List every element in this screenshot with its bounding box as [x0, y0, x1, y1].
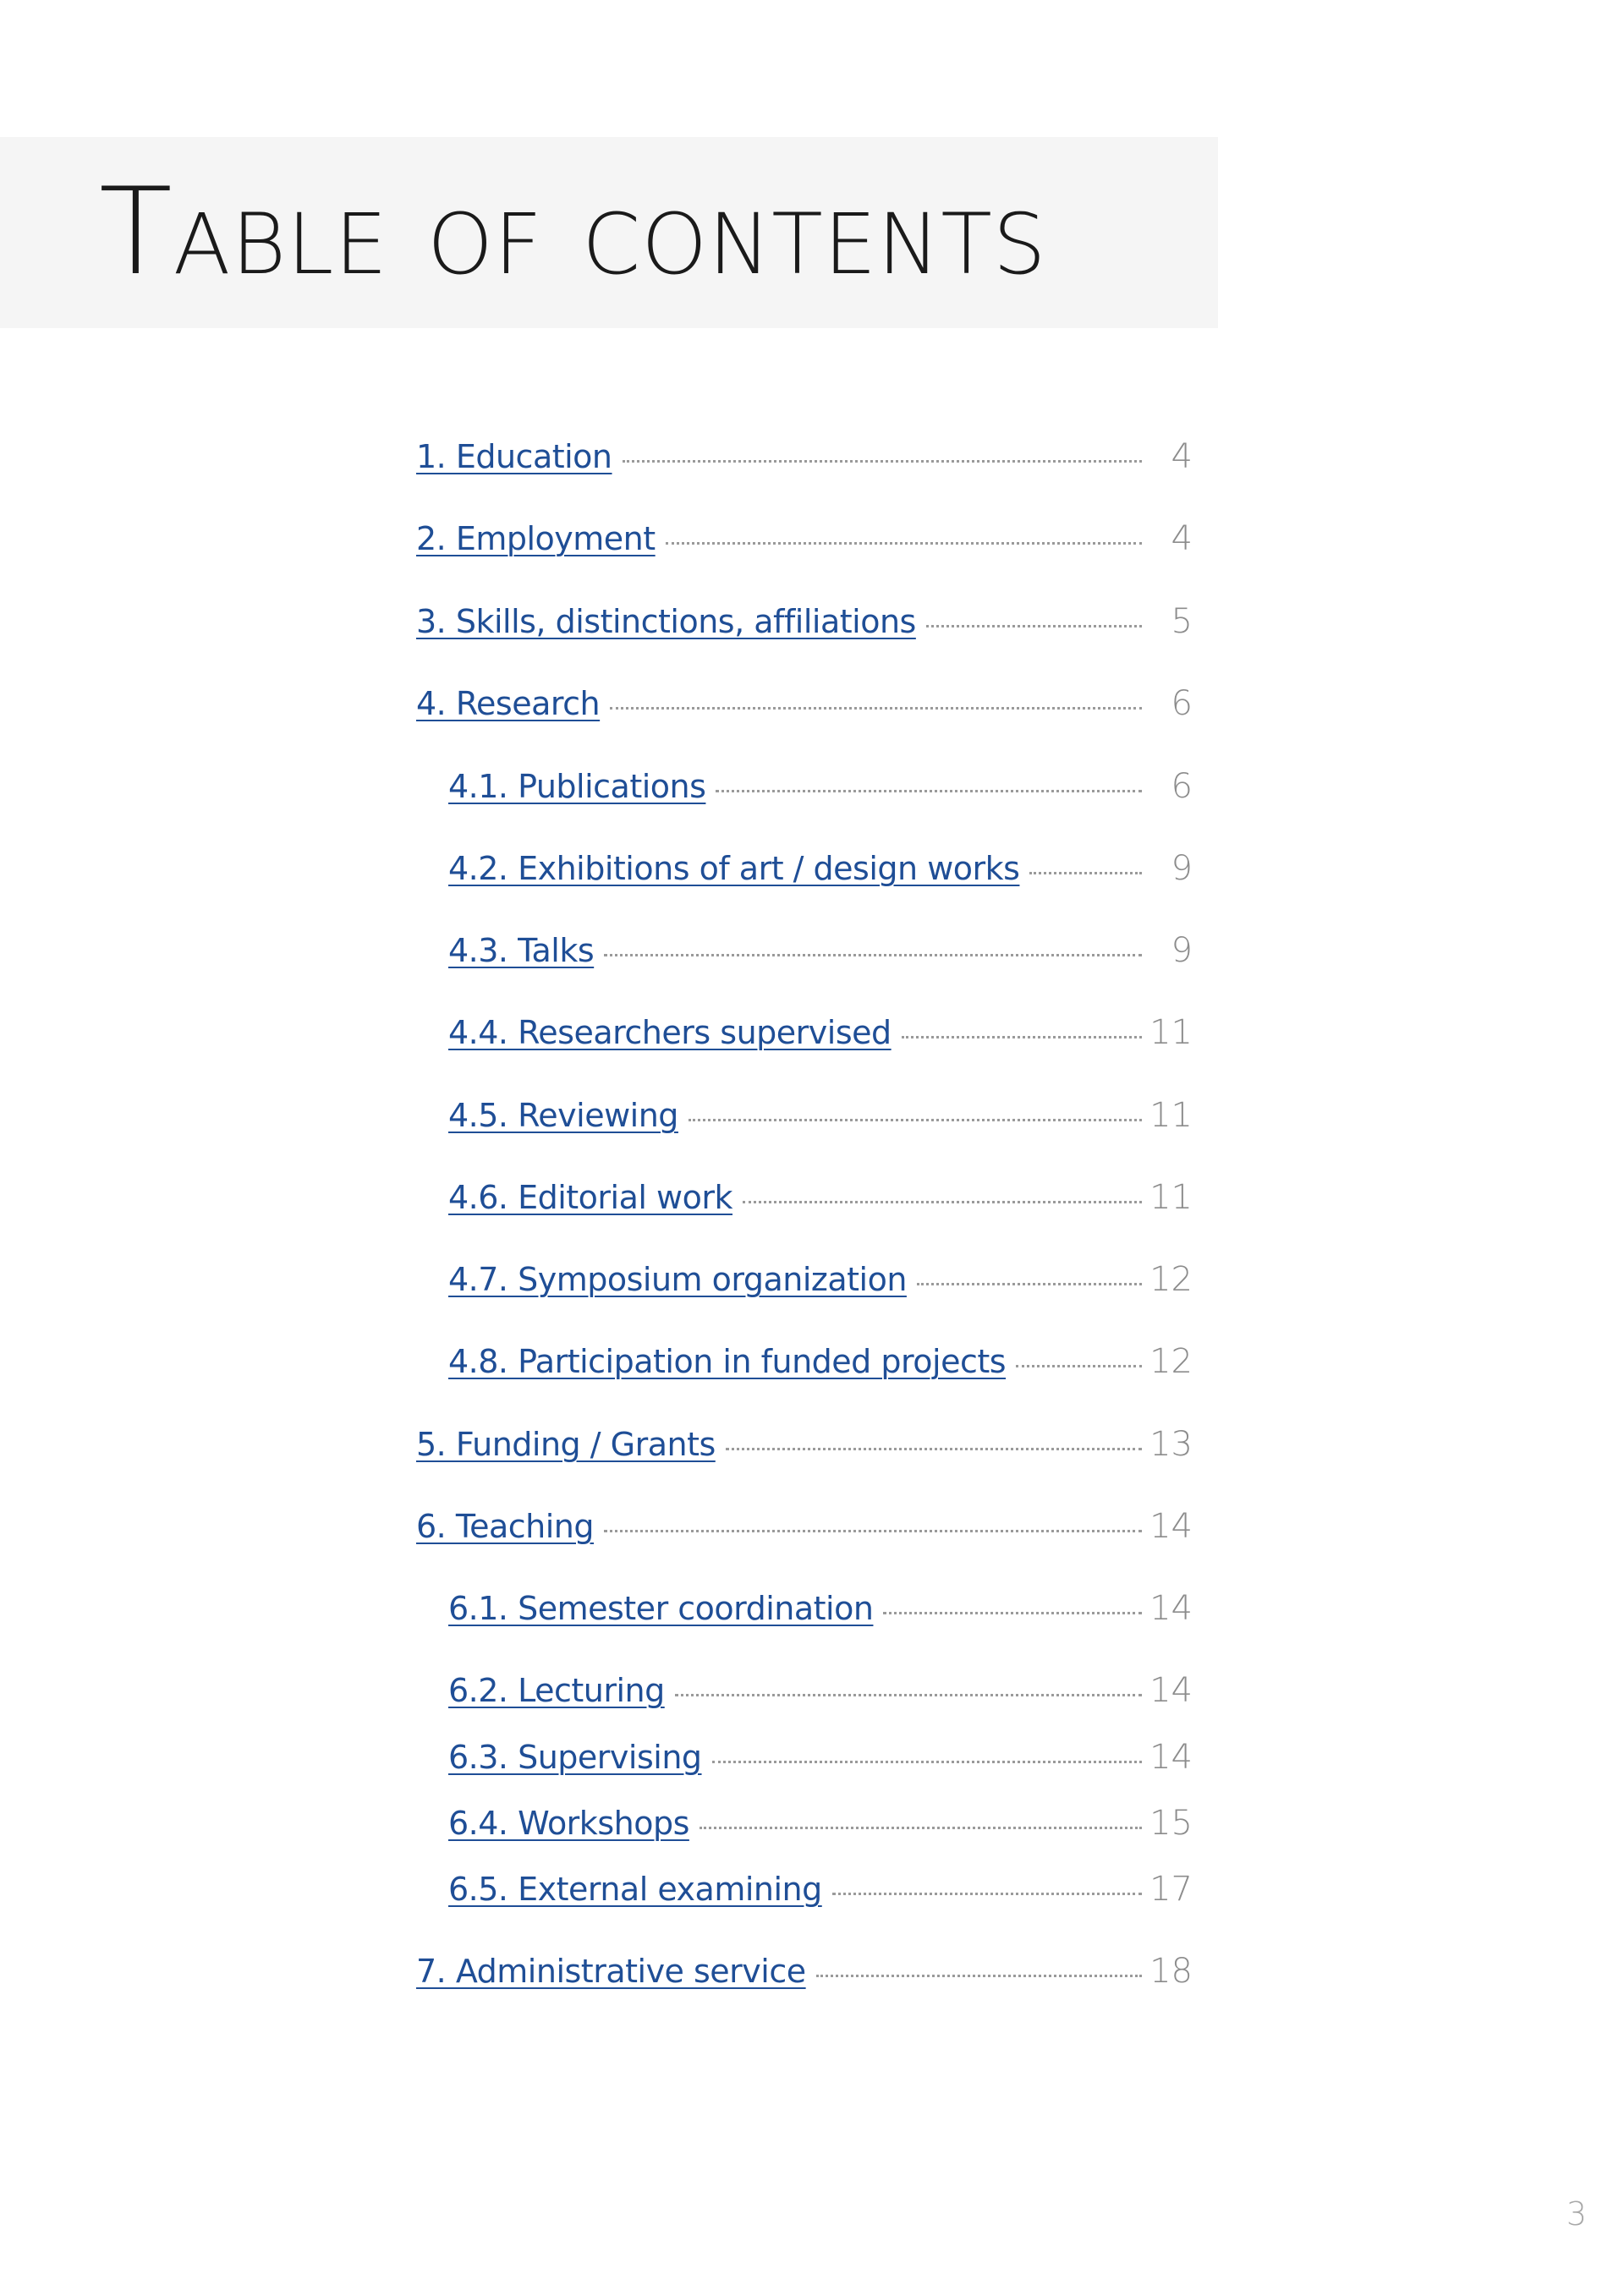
toc-entry-supervising[interactable]	[448, 1732, 1193, 1783]
toc-entry-page: 12	[1149, 1260, 1193, 1299]
toc-leader-dots	[926, 625, 1142, 627]
toc-leader-dots	[743, 1201, 1142, 1203]
toc-entry-page: 11	[1149, 1178, 1193, 1217]
toc-leader-dots	[917, 1283, 1142, 1285]
toc-entry-label: 4.1. Publications	[448, 768, 706, 805]
toc-entry-talks[interactable]	[448, 925, 1193, 976]
toc-entry-label: 4. Research	[416, 685, 601, 722]
toc-entry-page: 12	[1149, 1342, 1193, 1381]
toc-entry-lecturing[interactable]	[448, 1665, 1193, 1716]
toc-leader-dots	[716, 790, 1142, 792]
toc-entry-label: 7. Administrative service	[416, 1953, 806, 1990]
toc-entry-symposium-organization[interactable]	[448, 1254, 1193, 1305]
toc-entry-label: 4.2. Exhibitions of art / design works	[448, 850, 1020, 887]
toc-entry-page: 5	[1171, 602, 1193, 641]
toc-leader-dots	[689, 1119, 1142, 1121]
toc-entry-administrative-service[interactable]	[416, 1946, 1193, 1997]
toc-entry-label: 6.1. Semester coordination	[448, 1590, 874, 1627]
toc-entry-employment[interactable]	[416, 513, 1193, 564]
toc-leader-dots	[700, 1827, 1142, 1829]
toc-entry-label: 4.3. Talks	[448, 932, 595, 969]
toc-entry-publications[interactable]	[448, 761, 1193, 812]
toc-entry-label: 2. Employment	[416, 520, 656, 557]
page-title: Table of contents	[99, 162, 1047, 302]
toc-entry-label: 4.5. Reviewing	[448, 1097, 678, 1134]
toc-entry-external-examining[interactable]	[448, 1864, 1193, 1915]
toc-leader-dots	[832, 1893, 1142, 1895]
toc-entry-page: 6	[1171, 767, 1193, 806]
toc-entry-label: 4.7. Symposium organization	[448, 1261, 907, 1298]
toc-entry-semester-coordination[interactable]	[448, 1583, 1193, 1634]
toc-entry-page: 14	[1149, 1589, 1193, 1628]
toc-entry-label: 1. Education	[416, 438, 612, 475]
toc-entry-page: 14	[1149, 1738, 1193, 1777]
table-of-contents	[416, 0, 1193, 2114]
toc-entry-funded-projects[interactable]	[448, 1336, 1193, 1387]
toc-entry-label: 4.4. Researchers supervised	[448, 1014, 892, 1051]
toc-entry-page: 9	[1171, 931, 1193, 970]
toc-leader-dots	[604, 1530, 1142, 1532]
toc-entry-workshops[interactable]	[448, 1798, 1193, 1849]
toc-leader-dots	[712, 1761, 1142, 1763]
toc-entry-education[interactable]	[416, 431, 1193, 482]
toc-entry-page: 9	[1171, 849, 1193, 888]
toc-entry-page: 11	[1149, 1013, 1193, 1052]
toc-entry-researchers-supervised[interactable]	[448, 1007, 1193, 1058]
toc-leader-dots	[610, 707, 1142, 710]
page-number: 3	[1566, 2195, 1587, 2233]
toc-entry-label: 4.8. Participation in funded projects	[448, 1343, 1007, 1380]
toc-entry-page: 13	[1149, 1425, 1193, 1464]
toc-leader-dots	[883, 1612, 1142, 1614]
toc-entry-label: 6. Teaching	[416, 1508, 594, 1545]
toc-entry-page: 11	[1149, 1096, 1193, 1135]
toc-entry-label: 5. Funding / Grants	[416, 1426, 716, 1463]
toc-leader-dots	[675, 1694, 1142, 1696]
toc-leader-dots	[816, 1975, 1142, 1977]
toc-entry-page: 18	[1149, 1952, 1193, 1991]
toc-entry-exhibitions[interactable]	[448, 843, 1193, 894]
toc-entry-label: 6.2. Lecturing	[448, 1672, 665, 1709]
toc-entry-teaching[interactable]	[416, 1501, 1193, 1552]
toc-leader-dots	[1029, 872, 1142, 874]
toc-leader-dots	[902, 1036, 1142, 1038]
toc-entry-funding-grants[interactable]	[416, 1419, 1193, 1470]
toc-entry-label: 6.3. Supervising	[448, 1739, 702, 1776]
toc-entry-page: 14	[1149, 1671, 1193, 1710]
toc-entry-label: 6.4. Workshops	[448, 1805, 689, 1842]
toc-entry-page: 4	[1171, 437, 1193, 476]
toc-leader-dots	[1016, 1365, 1142, 1367]
toc-entry-page: 4	[1171, 519, 1193, 558]
toc-entry-page: 6	[1171, 684, 1193, 723]
toc-leader-dots	[666, 542, 1142, 545]
toc-entry-reviewing[interactable]	[448, 1090, 1193, 1141]
toc-entry-label: 6.5. External examining	[448, 1871, 822, 1908]
toc-leader-dots	[604, 954, 1142, 956]
toc-entry-page: 14	[1149, 1507, 1193, 1546]
toc-entry-page: 17	[1149, 1870, 1193, 1909]
toc-leader-dots	[623, 460, 1142, 463]
toc-entry-editorial-work[interactable]	[448, 1172, 1193, 1223]
toc-leader-dots	[726, 1448, 1142, 1450]
toc-entry-page: 15	[1149, 1804, 1193, 1843]
toc-entry-skills[interactable]	[416, 596, 1193, 647]
toc-entry-label: 4.6. Editorial work	[448, 1179, 732, 1216]
toc-entry-research[interactable]	[416, 678, 1193, 729]
toc-entry-label: 3. Skills, distinctions, affiliations	[416, 603, 916, 640]
